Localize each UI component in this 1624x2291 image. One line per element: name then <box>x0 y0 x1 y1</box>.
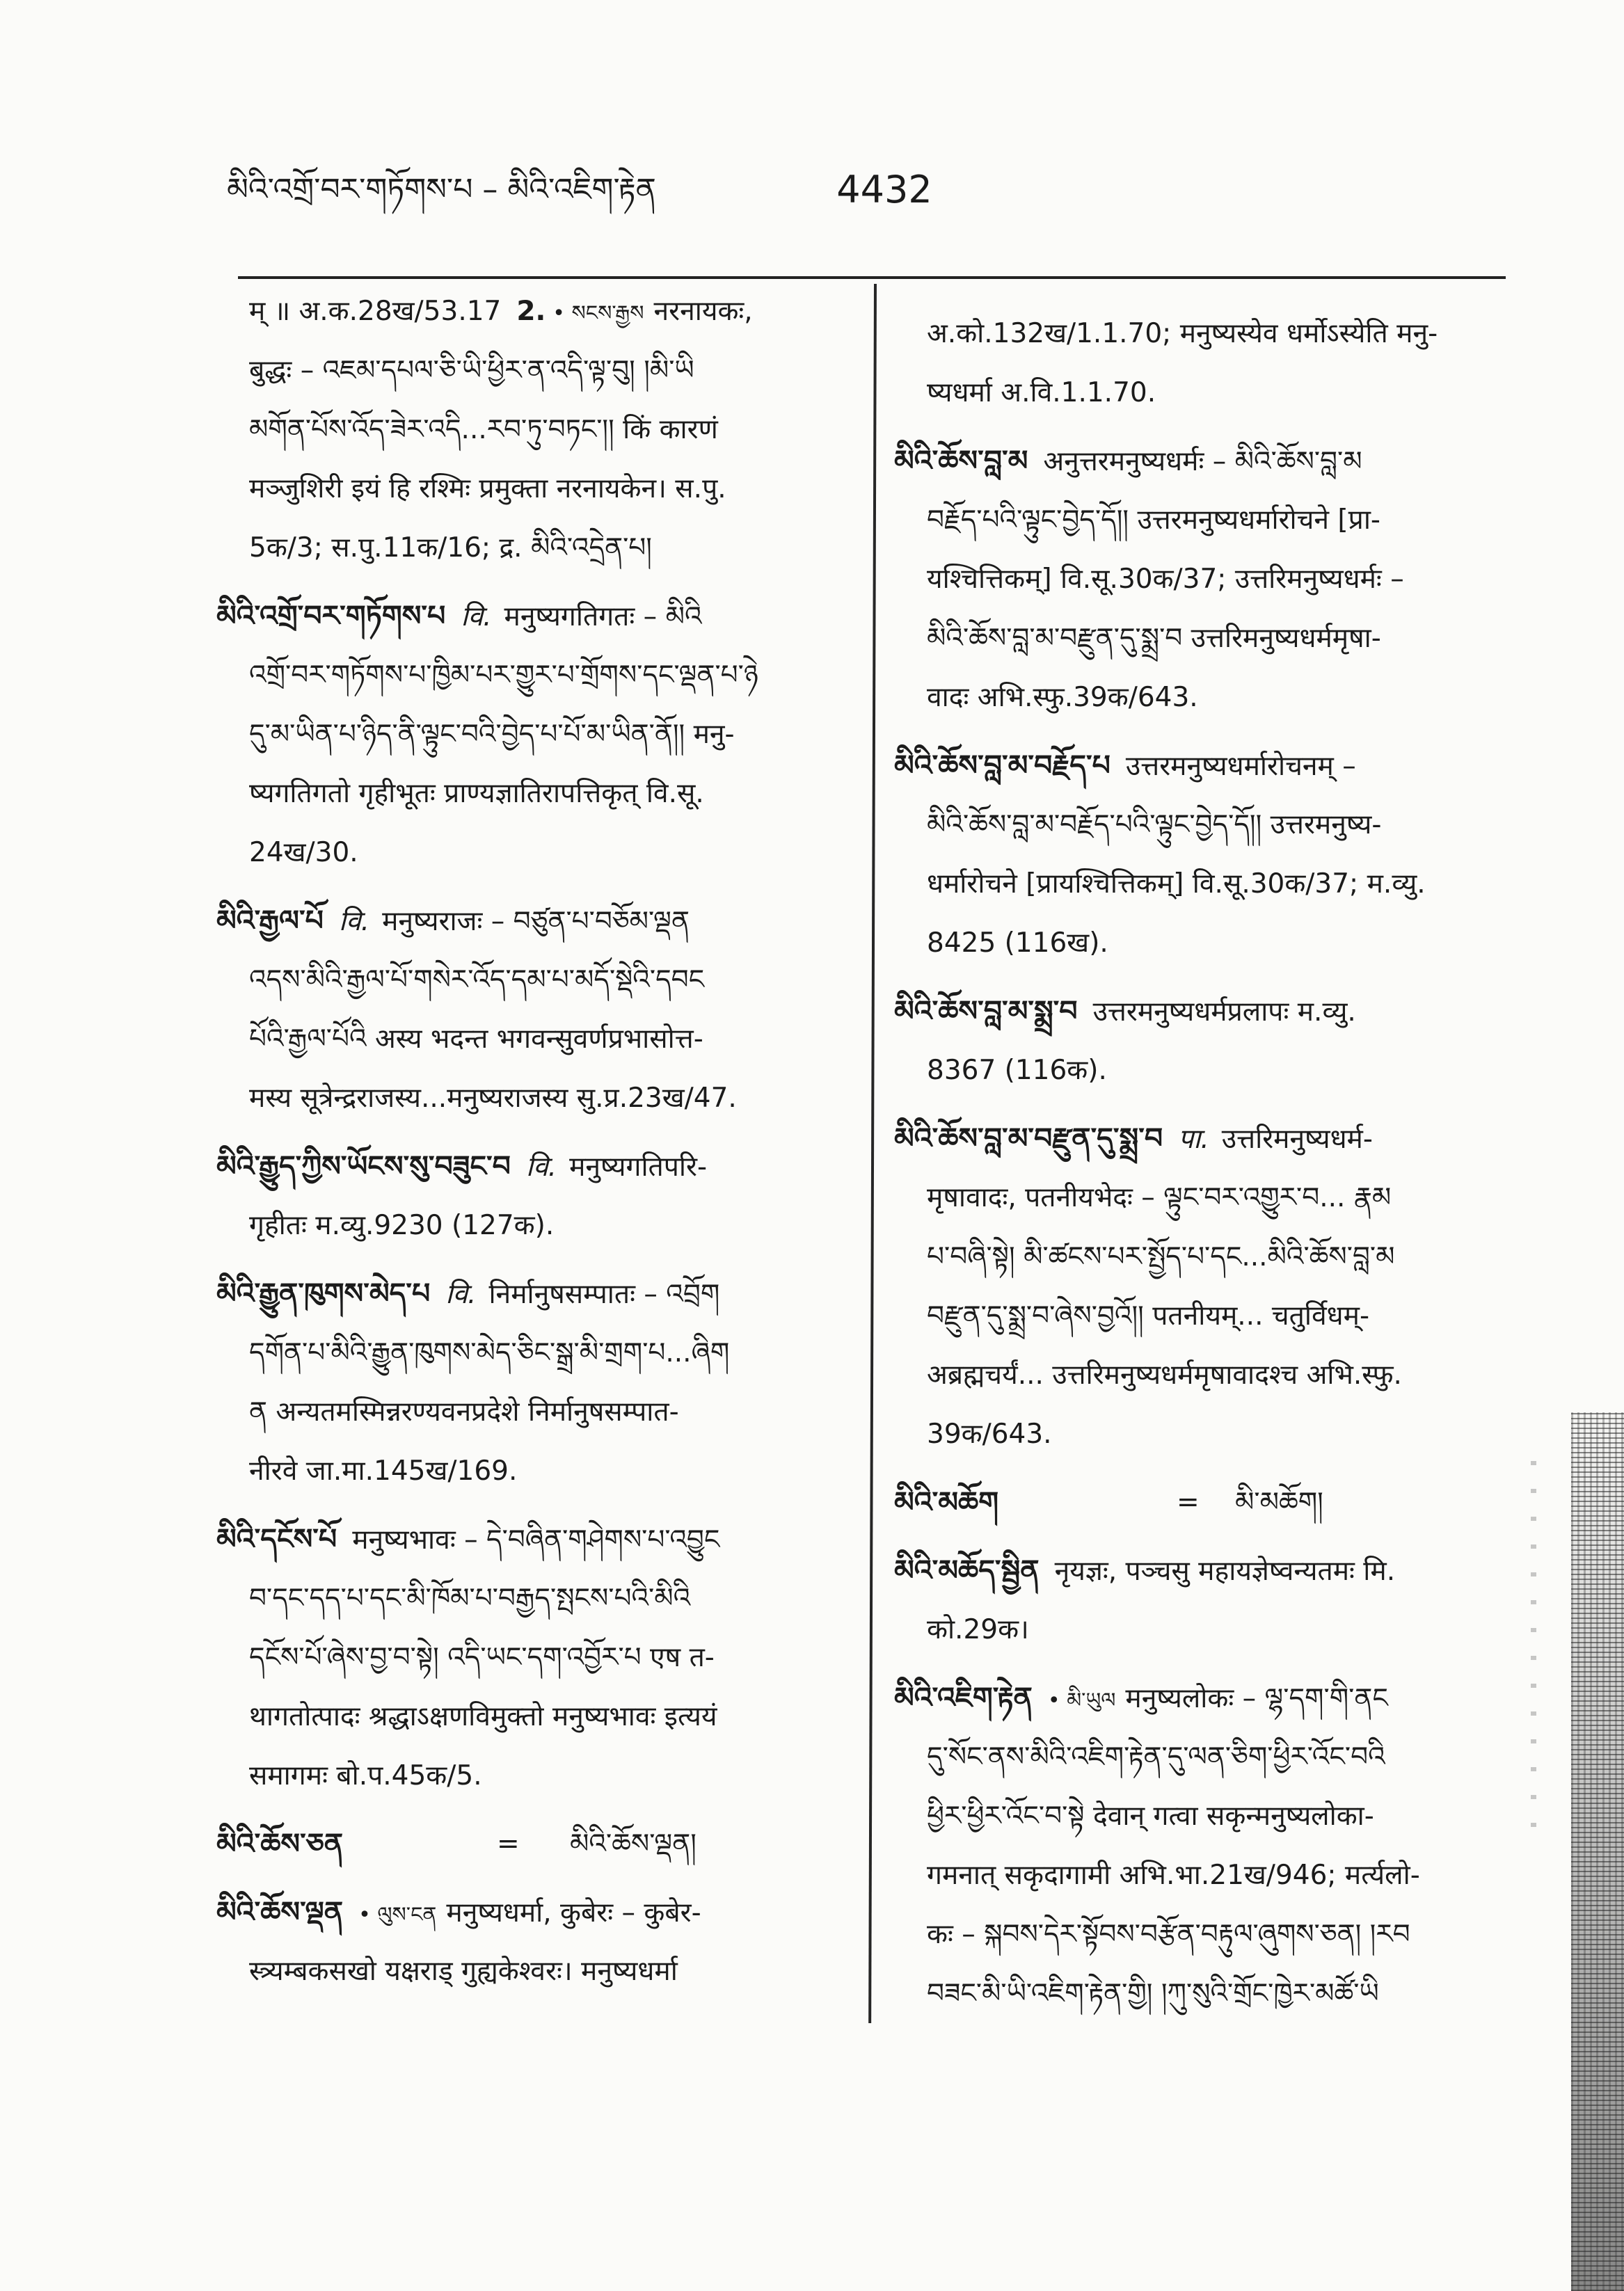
line-text: मनुष्यधर्मा, कुबेरः – कुबेर- <box>446 1897 701 1929</box>
entry-line: ཕྱིར་ཕྱིར་འོང་བ་སྟེ देवान् गत्वा सकृन्मनुष्यलोका- <box>927 1801 1374 1832</box>
cross-reference-entry <box>216 1814 843 1874</box>
entry-line: མིའི་ཆོས་བླ་མ་བརྗོད་པའི་ལྟུང་བྱེད་དོ།། उत्तरमनुष्य- <box>927 809 1382 840</box>
running-header <box>0 0 1624 264</box>
line-text: निर्मानुषसम्पातः – འབྲོག <box>488 1279 720 1310</box>
headword: མིའི་འཇིག་རྟེན <box>894 1681 1033 1714</box>
entry-line: नीरवे जा.मा.145ख/169. <box>249 1455 518 1487</box>
headword: མིའི་ཆོས་ཅན <box>216 1827 344 1860</box>
entry-line <box>216 1883 843 1942</box>
dictionary-entry <box>216 1510 843 1805</box>
entry-line <box>216 1814 843 1874</box>
entry-line: མགོན་པོས་འོད་ཟེར་འདི...རབ་ཏུ་བཏང་།། किं कारणं <box>249 414 718 445</box>
line-text: मनुष्यगतिगतः – མིའི <box>504 601 702 632</box>
grammar-label: पा. <box>1178 1124 1209 1155</box>
entry-continuation <box>216 282 843 577</box>
entry-line: འདས་མིའི་རྒྱལ་པོ་གསེར་འོད་དམ་པ་མདོ་སྡེའི་དབང <box>249 964 705 996</box>
left-column <box>216 282 843 2021</box>
entry-line: को.29क। <box>927 1614 1029 1645</box>
entry-line: अब्रह्मचर्यं... उत्तरिमनुष्यधर्ममृषावादश्च अभि.स्फु. <box>927 1359 1402 1391</box>
line-text: उत्तरिमनुष्यधर्म- <box>1221 1124 1373 1155</box>
dictionary-entry <box>216 1883 843 2001</box>
headword: མིའི་འགྲོ་བར་གཏོགས་པ <box>216 599 446 632</box>
grammar-label: वि. <box>461 601 492 632</box>
headword: མིའི་ཆོས་ལྡན <box>216 1895 344 1929</box>
line-text: मनुष्यभावः – དེ་བཞིན་གཤེགས་པ་འབྱུང <box>352 1524 720 1556</box>
entry-line: बुद्धः – འཇམ་དཔལ་ཅི་ཡི་ཕྱིར་ན་འདི་ལྟ་བུ། །མི་ཡི <box>249 355 694 386</box>
headword-range <box>227 166 656 214</box>
equals-sign: = <box>1177 1487 1200 1518</box>
entry-line <box>894 1109 1520 1168</box>
entry-line <box>216 1137 843 1196</box>
dictionary-entry <box>894 736 1520 973</box>
headword: མིའི་ཆོས་བླ་མ་བརྗོད་པ <box>894 749 1110 782</box>
entry-line: 24ख/30. <box>249 837 358 868</box>
line-text: नरनायकः, <box>653 296 753 327</box>
entry-line: དུ་སོང་ནས་མིའི་འཇིག་རྟེན་དུ་ལན་ཅིག་ཕྱིར་འོང་བའི <box>927 1741 1385 1773</box>
column-divider <box>868 284 877 2023</box>
line-text: नृयज्ञः, पञ्चसु महायज्ञेष्वन्यतमः मि. <box>1054 1556 1396 1587</box>
entry-line <box>894 1668 1520 1727</box>
entry-line: गृहीतः म.व्यु.9230 (127क). <box>249 1210 555 1241</box>
tibetan-gloss: • སངས་རྒྱས <box>552 301 644 326</box>
dictionary-entry <box>894 431 1520 727</box>
entry-line: མིའི་ཆོས་བླ་མ་བརྫུན་དུ་སྨྲ་བ उत्तरिमनुष्यधर्ममृषा- <box>927 623 1381 654</box>
range-start: མིའི་འགྲོ་བར་གཏོགས་པ <box>227 172 473 207</box>
line-text: मनुष्यराजः – བཙུན་པ་བཅོམ་ལྡན <box>382 906 690 937</box>
entry-line: འགྲོ་བར་གཏོགས་པ་ཁྱིམ་པར་གྱུར་པ་གྲོགས་དང་ལྡན་པ་ཉེ <box>249 660 758 691</box>
line-text: उत्तरमनुष्यधर्मप्रलापः म.व्यु. <box>1092 996 1356 1028</box>
entry-line: मञ्जुशिरी इयं हि रश्मिः प्रमुक्ता नरनायकेन। स.पु. <box>249 473 726 504</box>
page-number: 4432 <box>836 168 932 211</box>
headword: མིའི་རྒྱལ་པོ <box>216 904 324 937</box>
entry-line: कः – སྐབས་དེར་སྟོབས་བརྩོན་བརྟུལ་ཞུགས་ཅན། །རབ <box>927 1919 1410 1950</box>
entry-continuation <box>894 304 1520 422</box>
dictionary-entry <box>216 891 843 1128</box>
entry-line: मस्य सूत्रेन्द्रराजस्य...मनुष्यराजस्य सु.प्र.23ख/47. <box>249 1083 737 1114</box>
dictionary-entry <box>894 982 1520 1100</box>
entry-line: थागतोत्पादः श्रद्धाऽक्षणविमुक्तो मनुष्यभावः इत्ययं <box>249 1701 717 1732</box>
entry-line: स्त्र्यम्बकसखो यक्षराड् गुह्यकेश्वरः। मनुष्यधर्मा <box>249 1956 678 1987</box>
cross-reference-target: མི་མཆོག། <box>1235 1487 1323 1518</box>
range-separator: – <box>482 172 498 207</box>
entry-line: དུ་མ་ཡིན་པ་ཉིད་ནི་ལྟུང་བའི་བྱེད་པ་པོ་མ་ཡིན་ནོ།། मनु- <box>249 719 735 750</box>
dictionary-entry <box>894 1541 1520 1659</box>
headword: མིའི་རྒྱུན་ཁུགས་མེད་པ <box>216 1277 431 1310</box>
entry-line: समागमः बो.प.45क/5. <box>249 1760 482 1791</box>
entry-line: དགོན་པ་མིའི་རྒྱུན་ཁུགས་མེད་ཅིང་སྒྲ་མི་གྲག་པ...ཞིག <box>249 1337 730 1368</box>
header-rule <box>238 276 1506 279</box>
cross-reference-entry <box>894 1473 1520 1532</box>
entry-line <box>216 282 843 341</box>
entry-line: अ.को.132ख/1.1.70; मनुष्यस्येव धर्मोऽस्येति मनु- <box>927 318 1438 349</box>
headword: མིའི་རྒྱུད་ཀྱིས་ཡོངས་སུ་བཟུང་བ <box>216 1149 511 1183</box>
grammar-label: वि. <box>525 1151 557 1183</box>
entry-line: 8367 (116क). <box>927 1055 1107 1086</box>
dictionary-entry <box>894 1668 1520 2023</box>
entry-line <box>894 431 1520 490</box>
dictionary-entry <box>216 586 843 882</box>
entry-line: པོའི་རྒྱལ་པོའི अस्य भदन्त भगवन्सुवर्णप्रभासोत्त- <box>249 1023 703 1055</box>
entry-line: པ་བཞི་སྟེ། མི་ཚངས་པར་སྤྱོད་པ་དང...མིའི་ཆོས་བླ་མ <box>927 1241 1395 1272</box>
entry-line <box>894 982 1520 1041</box>
entry-line <box>216 1510 843 1569</box>
line-text: अनुत्तरमनुष्यधर्मः – མིའི་ཆོས་བླ་མ <box>1043 446 1362 477</box>
range-end: མིའི་འཇིག་རྟེན <box>507 172 656 207</box>
headword: མིའི་ཆོས་བླ་མ <box>894 444 1028 477</box>
line-text: मनुष्यगतिपरि- <box>569 1151 708 1183</box>
headword: མིའི་མཆོད་སྦྱིན <box>894 1554 1040 1587</box>
dictionary-entry <box>216 1137 843 1255</box>
grammar-label: वि. <box>445 1279 477 1310</box>
entry-line: धर्मारोचने [प्रायश्चित्तिकम्] वि.सू.30क/37; म.व्यु. <box>927 868 1426 900</box>
tibetan-gloss: • མི་ཡུལ <box>1047 1689 1116 1713</box>
line-text: मनुष्यलोकः – ལྷ་དག་གི་ནང <box>1125 1683 1388 1714</box>
entry-line: དངོས་པོ་ཞེས་བྱ་བ་སྟེ། འདི་ཡང་དག་འབྱོར་པ एष त- <box>249 1642 715 1673</box>
entry-line: 39क/643. <box>927 1419 1052 1450</box>
cross-reference-target: མིའི་ཆོས་ལྡན། <box>570 1828 696 1860</box>
entry-line <box>216 1264 843 1323</box>
equals-sign: = <box>497 1828 520 1860</box>
headword: མིའི་ཆོས་བླ་མ་བརྫུན་དུ་སྨྲ་བ <box>894 1121 1163 1155</box>
entry-line: 5क/3; स.पु.11क/16; द्र. མིའི་འདྲེན་པ། <box>249 532 652 564</box>
entry-line: བརྫུན་དུ་སྨྲ་བ་ཞེས་བྱའོ།། पतनीयम्... चतुर्विधम्- <box>927 1300 1370 1332</box>
tibetan-gloss: • ལུས་ངན <box>358 1903 437 1927</box>
dictionary-entry <box>216 1264 843 1501</box>
line-text: उत्तरमनुष्यधर्मारोचनम् – <box>1125 751 1356 782</box>
entry-line <box>894 1541 1520 1600</box>
headword: མིའི་མཆོག <box>894 1485 999 1519</box>
entry-line <box>216 891 843 950</box>
line-text: म् ॥ अ.क.28ख/53.17 <box>249 296 502 327</box>
headword: མིའི་ཆོས་བླ་མ་སྨྲ་བ <box>894 994 1078 1028</box>
dictionary-entry <box>894 1109 1520 1464</box>
entry-line: ष्यगतिगतो गृहीभूतः प्राण्यज्ञातिरापत्तिकृत् वि.सू. <box>249 778 704 809</box>
entry-line: 8425 (116ख). <box>927 927 1108 959</box>
entry-line: गमनात् सकृदागामी अभि.भा.21ख/946; मर्त्यलो- <box>927 1860 1420 1891</box>
scan-noise-marks <box>1531 1461 1536 1851</box>
entry-line: मृषावादः, पतनीयभेदः – ལྟུང་བར་འགྱུར་བ... རྣམ <box>927 1182 1392 1213</box>
grammar-label: वि. <box>338 906 370 937</box>
entry-line: ष्यधर्मा अ.वि.1.1.70. <box>927 377 1156 408</box>
entry-line: यश्चित्तिकम्] वि.सू.30क/37; उत्तरिमनुष्यधर्मः – <box>927 564 1404 595</box>
headword: མིའི་དངོས་པོ <box>216 1522 337 1556</box>
entry-line: བ་དང་དད་པ་དང་མི་ཁོམ་པ་བརྒྱད་སྤངས་པའི་མིའི <box>249 1583 691 1614</box>
right-column <box>894 304 1520 2043</box>
scan-edge-shadow <box>1571 1412 1624 2291</box>
entry-line <box>894 1473 1520 1532</box>
entry-line: བཟང་མི་ཡི་འཇིག་རྟེན་གྱི། །ཀུ་སུའི་གྲོང་ཁྱེར་མཚོ་ཡི <box>927 1978 1379 2009</box>
sense-number: 2. <box>516 296 546 327</box>
entry-line <box>216 586 843 646</box>
entry-line: वादः अभि.स्फु.39क/643. <box>927 682 1198 713</box>
entry-line <box>894 736 1520 795</box>
entry-line: བརྗོད་པའི་ལྟུང་བྱེད་དོ།། उत्तरमनुष्यधर्मारोचने [प्रा- <box>927 504 1380 536</box>
entry-line: ན अन्यतमस्मिन्नरण्यवनप्रदेशे निर्मानुषसम्पात- <box>249 1396 679 1428</box>
